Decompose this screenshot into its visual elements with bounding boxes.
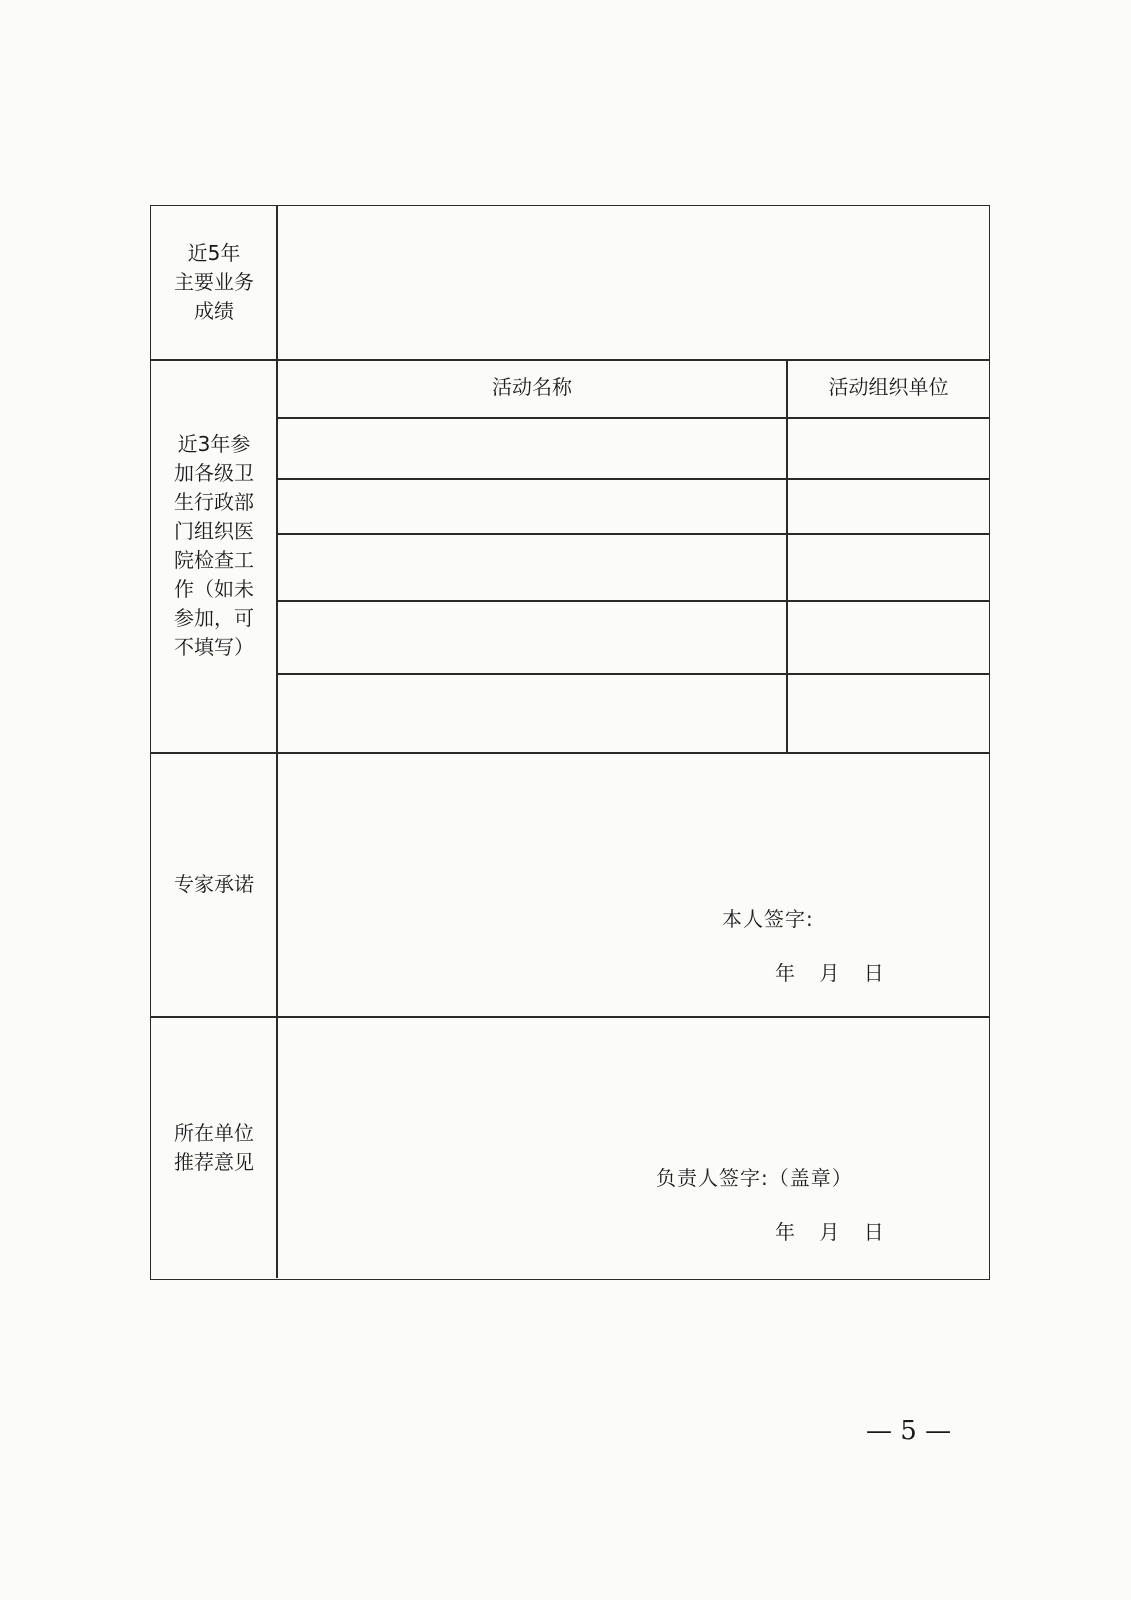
- inspection-label-line: 作（如未: [174, 577, 254, 601]
- recommendation-signature-label: 负责人签字:（盖章）: [656, 1166, 853, 1190]
- recommendation-label-line: 推荐意见: [174, 1149, 254, 1174]
- inspection-table-row-divider: [276, 478, 989, 480]
- inspection-label: [151, 360, 277, 752]
- recommendation-label-line: 所在单位: [174, 1120, 254, 1145]
- inspection-label-line: 加各级卫: [174, 461, 254, 485]
- inspection-table-row-divider: [276, 600, 989, 602]
- inspection-label-line: 不填写）: [174, 635, 254, 659]
- achievements-label-line: 近5年: [187, 241, 241, 265]
- commitment-date-label: 年 月 日: [775, 961, 885, 985]
- inspection-label-line: 门组织医: [174, 519, 254, 543]
- expert-application-form: [150, 205, 990, 1280]
- page-number: — 5 —: [866, 1416, 952, 1446]
- activity-name-header: 活动名称: [492, 374, 572, 399]
- achievements-label-line: 成绩: [194, 299, 234, 323]
- achievements-label: [151, 206, 277, 359]
- inspection-label-line: 生行政部: [174, 490, 254, 514]
- commitment-signature-label: 本人签字:: [722, 907, 814, 931]
- achievements-input-area[interactable]: [278, 206, 989, 359]
- recommendation-label: [151, 1017, 277, 1278]
- commitment-label: [151, 753, 277, 1016]
- inspection-label-line: 近3年参: [177, 432, 251, 456]
- inspection-table-row-divider: [276, 533, 989, 535]
- inspection-label-line: 院检查工: [174, 548, 254, 572]
- commitment-label-text: 专家承诺: [174, 872, 254, 896]
- recommendation-date-label: 年 月 日: [775, 1220, 885, 1244]
- activity-organizer-header: 活动组织单位: [828, 374, 949, 399]
- inspection-table-header-divider: [276, 417, 989, 419]
- inspection-table-row-divider: [276, 673, 989, 675]
- inspection-label-line: 参加，可: [174, 606, 254, 630]
- achievements-label-line: 主要业务: [174, 270, 254, 294]
